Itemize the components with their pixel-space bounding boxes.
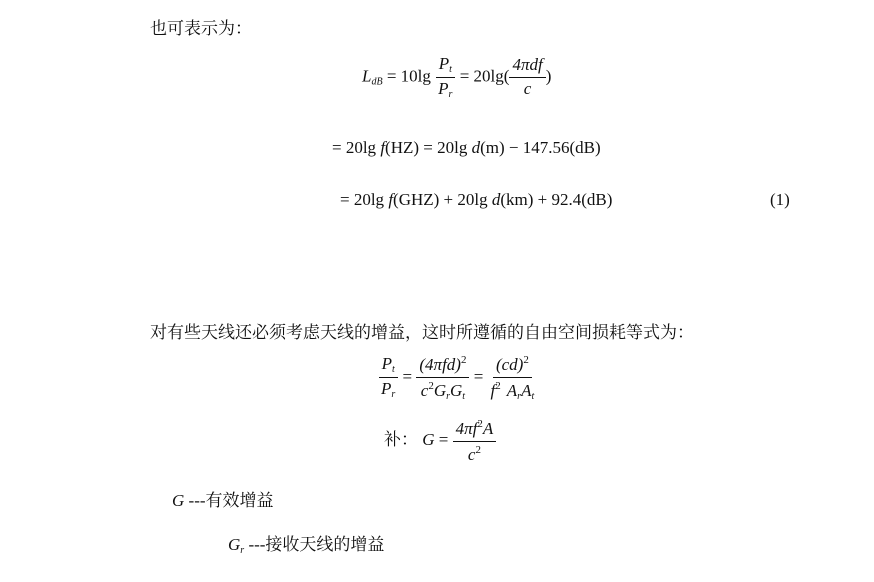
eq1-coef-b: = 20lg( (459, 66, 510, 86)
eq5-den: c (467, 444, 476, 464)
eq3-text-b: (GHZ) + 20lg (393, 190, 492, 209)
equation-number: (1) (770, 190, 790, 209)
eq5-num: 4πf (455, 419, 478, 438)
eq4-f3-den-a1-sub: r (517, 390, 522, 402)
eq1-frac2-num: 4πdf (509, 56, 545, 78)
eq1-lhs-sub: dB (371, 76, 383, 88)
def1-symbol: G (172, 491, 185, 510)
eq4-f3-num: (cd) (495, 355, 524, 374)
eq5-g: G (422, 430, 435, 450)
eq4-f2-num-sup: 2 (460, 354, 467, 366)
eq4-f2-den-g1-sub: r (446, 390, 450, 402)
intro-text: 也可表示为： (150, 19, 252, 39)
eq4-power-ratio (378, 355, 398, 400)
def2-sub: r (240, 545, 245, 556)
eq4-den-p-sub: r (391, 389, 396, 401)
eq1-close: ) (545, 66, 552, 86)
eq1-distance-fraction (509, 56, 545, 98)
eq1-power-fraction (435, 55, 455, 100)
eq2-text-c: (m) − 147.56(dB) (480, 138, 601, 157)
eq4-f3-den-a1: A (506, 380, 518, 400)
eq1-num-sub: t (449, 64, 452, 75)
eq2-d: d (471, 138, 481, 157)
eq4-f2-num: (4πfd) (419, 355, 461, 374)
eq4-f3-den-a2-sub: t (531, 390, 535, 402)
eq5-fraction (453, 418, 497, 464)
eq4-f3-den-sup: 2 (495, 379, 501, 392)
eq1-frac2-den: c (523, 79, 532, 98)
eq1-num-var: P (438, 54, 450, 73)
definition-receive-gain (228, 530, 384, 556)
eq4-f2-den-g2: G (450, 380, 463, 400)
eq2-text-a: = 20lg (332, 138, 381, 157)
equation-4: $\frac{P_t}{P_r}$ = $\frac{(4\pi fd)^2}{c^2G_rG_t}$ = $\frac{(cd)^2}{f^2 A_rA_t}$ (378, 354, 537, 402)
equation-2 (332, 138, 601, 158)
eq4-f3-num-sup: 2 (523, 354, 529, 366)
def1-dash: --- (184, 491, 206, 510)
eq3-f: f (388, 190, 394, 209)
eq4-f2-den-g1: G (433, 380, 447, 400)
eq2-text-b: (HZ) = 20lg (385, 138, 472, 157)
eq3-d: d (491, 190, 501, 209)
def2-dash: --- (244, 535, 266, 554)
eq1-lhs-var: L (362, 66, 372, 86)
eq5-den-sup: 2 (475, 443, 481, 456)
equation-3 (340, 190, 612, 210)
definition-effective-gain (172, 486, 274, 511)
eq4-f3-den-a2: A (521, 380, 532, 400)
eq3-text-a: = 20lg (340, 190, 389, 209)
def2-symbol: G (228, 535, 241, 554)
eq1-den-var: P (438, 79, 449, 98)
eq5-prefix: 补： (384, 430, 418, 451)
def1-text: 有效增益 (205, 491, 274, 511)
eq4-f2-den-g2-sub: t (462, 390, 466, 402)
eq1-eq-sign: = (386, 66, 397, 86)
eq1-den-sub: r (448, 89, 453, 100)
eq5-num-sup: 2 (477, 418, 483, 430)
eq5-eq: = (438, 430, 449, 450)
eq4-aperture-fraction (488, 354, 538, 402)
eq4-f2-den-sup: 2 (428, 379, 434, 392)
paragraph-gain: 对有些天线还必须考虑天线的增益，这时所遵循的自由空间损耗等式为： (150, 323, 694, 343)
equation-1 (362, 55, 551, 100)
eq4-f2-den-c: c (420, 380, 429, 400)
eq2-f: f (380, 138, 386, 157)
eq1-coef-a: 10lg (400, 66, 431, 86)
eq4-num-p-sub: t (391, 364, 395, 376)
equation-5 (384, 418, 496, 464)
eq4-num-p: P (381, 354, 392, 374)
eq4-f3-den-f: f (490, 380, 496, 400)
def2-text: 接收天线的增益 (265, 535, 385, 555)
eq5-num-a: A (482, 419, 494, 438)
eq4-den-p: P (381, 379, 392, 399)
eq3-text-c: (km) + 92.4(dB) (500, 190, 613, 209)
eq4-gain-fraction (416, 354, 469, 402)
